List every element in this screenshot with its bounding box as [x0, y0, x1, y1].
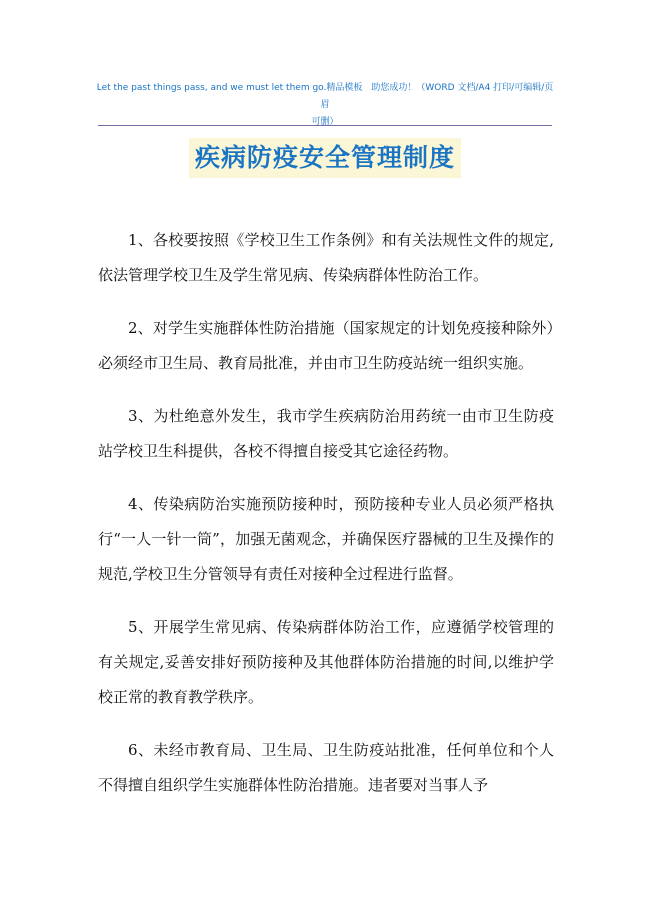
- document-title: 疾病防疫安全管理制度: [189, 138, 461, 178]
- page-header: [96, 80, 554, 131]
- paragraph-3: 3、为杜绝意外发生，我市学生疾病防治用药统一由市卫生防疫站学校卫生科提供，各校不得擅自接受其它途径药物。: [98, 407, 554, 460]
- paragraph-4: 4、传染病防治实施预防接种时，预防接种专业人员必须严格执行“一人一针一筒”，加强无菌观念，并确保医疗器械的卫生及操作的规范,学校卫生分管领导有责任对接种全过程进行监督。: [98, 495, 554, 583]
- header-line-1: Let the past things pass, and we must let them go.精品模板 助您成功！（WORD 文档/A4 打印/可编辑/页眉: [96, 83, 554, 110]
- paragraph-1: 1、各校要按照《学校卫生工作条例》和有关法规性文件的规定,依法管理学校卫生及学生常见病、传染病群体性防治工作。: [98, 231, 554, 284]
- paragraph-2: 2、对学生实施群体性防治措施（国家规定的计划免疫接种除外）必须经市卫生局、教育局批准，并由市卫生防疫站统一组织实施。: [98, 319, 554, 372]
- header-divider: [98, 125, 552, 126]
- document-body: [98, 223, 554, 821]
- document-title-wrapper: [0, 138, 650, 178]
- paragraph-6: 6、未经市教育局、卫生局、卫生防疫站批准，任何单位和个人不得擅自组织学生实施群体性防治措施。违者要对当事人予: [98, 741, 554, 794]
- paragraph-5: 5、开展学生常见病、传染病群体防治工作，应遵循学校管理的有关规定,妥善安排好预防接种及其他群体防治措施的时间,以维护学校正常的教育教学秩序。: [98, 618, 554, 706]
- header-line-2: 可删）: [311, 117, 339, 127]
